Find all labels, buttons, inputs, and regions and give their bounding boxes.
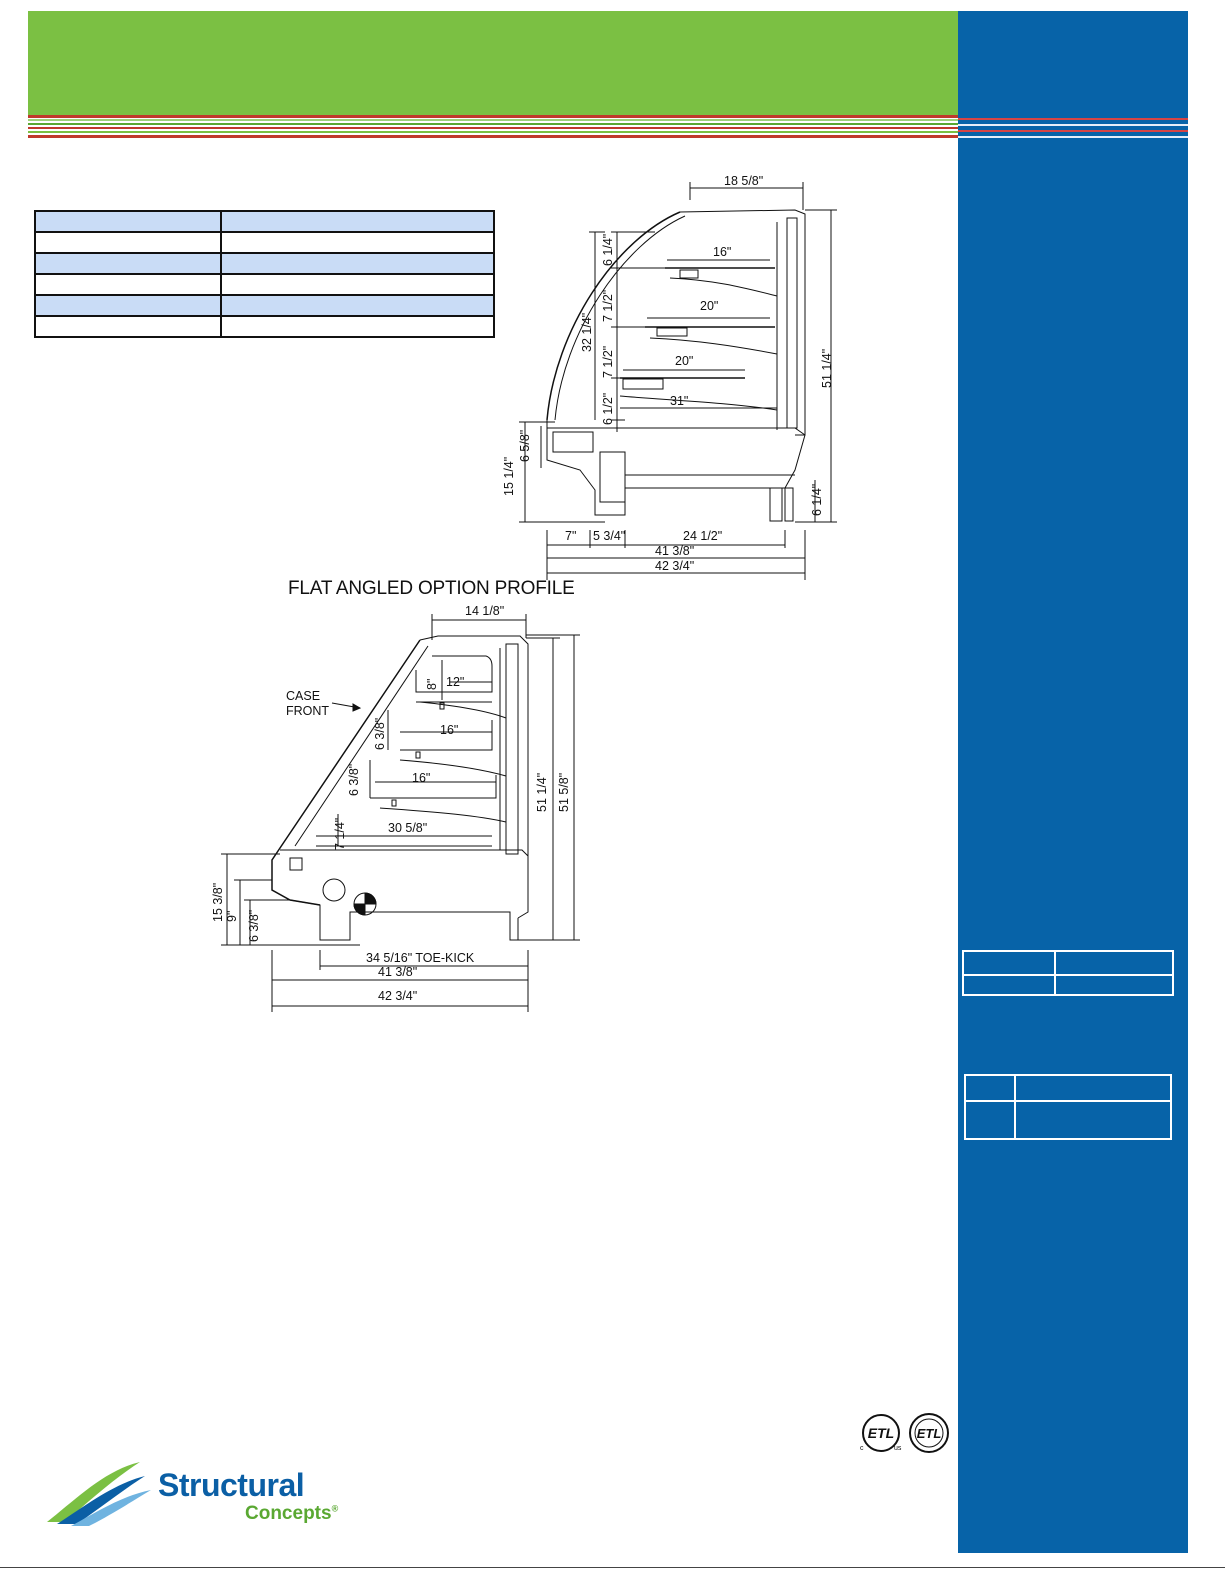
dim-overall-depth: 42 3/4" [655, 559, 695, 573]
specs-row [35, 316, 494, 337]
swoosh-logo-icon [45, 1460, 155, 1530]
specs-label-cell [35, 253, 221, 274]
flat-dim-shelf1: 12" [446, 675, 465, 689]
specs-label-cell [35, 211, 221, 232]
flat-dim-leg-height: 6 3/8" [247, 909, 261, 942]
specs-table [34, 210, 495, 338]
flat-dim-toe-kick: 34 5/16" TOE-KICK [366, 951, 475, 965]
dim-display-height: 32 1/4" [580, 312, 594, 352]
flat-dim-overall-height: 51 5/8" [557, 772, 571, 812]
specs-label-cell [35, 274, 221, 295]
dim-overall-height: 51 1/4" [820, 348, 834, 388]
specs-value-cell [221, 316, 494, 337]
flat-dim-shelf2: 16" [440, 723, 459, 737]
sidebar-table-1 [962, 950, 1174, 996]
dim-second-offset: 5 3/4" [593, 529, 626, 543]
dim-gap2: 7 1/2" [601, 289, 615, 322]
specs-value-cell [221, 274, 494, 295]
logo-line2: Concepts® [245, 1503, 339, 1524]
etl-sanitation-icon [906, 1410, 952, 1456]
dim-base-height: 15 1/4" [502, 456, 516, 496]
dim-gap3: 7 1/2" [601, 345, 615, 378]
specs-label-cell [35, 295, 221, 316]
specs-row [35, 232, 494, 253]
svg-text:ETL: ETL [867, 1425, 895, 1441]
case-front-label-line1: CASE [286, 689, 321, 703]
structural-concepts-logo [45, 1455, 355, 1535]
svg-text:c: c [860, 1445, 864, 1452]
flat-dim-deck-gap: 7 1/4" [333, 817, 347, 850]
dim-gap1: 6 1/4" [601, 233, 615, 266]
specs-label-cell [35, 232, 221, 253]
dim-top-width: 18 5/8" [724, 174, 764, 188]
logo-line1: Structural [158, 1467, 305, 1503]
dim-front-lip: 6 5/8" [518, 429, 532, 462]
right-blue-sidebar [958, 11, 1188, 1553]
flat-dim-top-width: 14 1/8" [465, 604, 505, 618]
flat-dim-mid-height: 9" [225, 910, 239, 922]
specs-row [35, 295, 494, 316]
specs-value-cell [221, 211, 494, 232]
flat-dim-shelf3-gap: 6 3/8" [347, 763, 361, 796]
dim-shelf1: 16" [713, 245, 732, 259]
specs-value-cell [221, 232, 494, 253]
header-green-banner [28, 11, 958, 115]
svg-text:us: us [894, 1445, 902, 1452]
profile-title: FLAT ANGLED OPTION PROFILE [288, 578, 575, 599]
specs-value-cell [221, 295, 494, 316]
flat-dim-shelf1-gap: 8" [425, 678, 439, 690]
flat-dim-overall-depth: 42 3/4" [378, 989, 418, 1003]
flat-dim-deck: 30 5/8" [388, 821, 428, 835]
flat-dim-base-height: 15 3/8" [211, 882, 225, 922]
specs-row [35, 253, 494, 274]
sidebar-stripes [958, 115, 1188, 141]
specs-value-cell [221, 253, 494, 274]
dim-shelf2: 20" [700, 299, 719, 313]
footer-rule [0, 1567, 1225, 1568]
case-front-label-line2: FRONT [286, 704, 330, 718]
specs-label-cell [35, 316, 221, 337]
dim-deck: 31" [670, 394, 689, 408]
flat-dim-inner-height: 51 1/4" [535, 772, 549, 812]
sidebar-table-2 [964, 1074, 1172, 1140]
specs-row [35, 274, 494, 295]
flat-dim-body-depth: 41 3/8" [378, 965, 418, 979]
dim-body-depth: 41 3/8" [655, 544, 695, 558]
flat-angled-profile-drawing [210, 600, 590, 1020]
svg-text:ETL: ETL [916, 1426, 942, 1441]
dim-toe-width: 24 1/2" [683, 529, 723, 543]
flat-dim-shelf3: 16" [412, 771, 431, 785]
top-profile-drawing [495, 170, 855, 590]
dim-shelf3: 20" [675, 354, 694, 368]
dim-gap4: 6 1/2" [601, 392, 615, 425]
etl-listed-icon [858, 1410, 904, 1456]
dim-front-offset: 7" [565, 529, 577, 543]
dim-leg-height: 6 1/4" [810, 483, 824, 516]
specs-row [35, 211, 494, 232]
flat-dim-shelf2-gap: 6 3/8" [373, 717, 387, 750]
